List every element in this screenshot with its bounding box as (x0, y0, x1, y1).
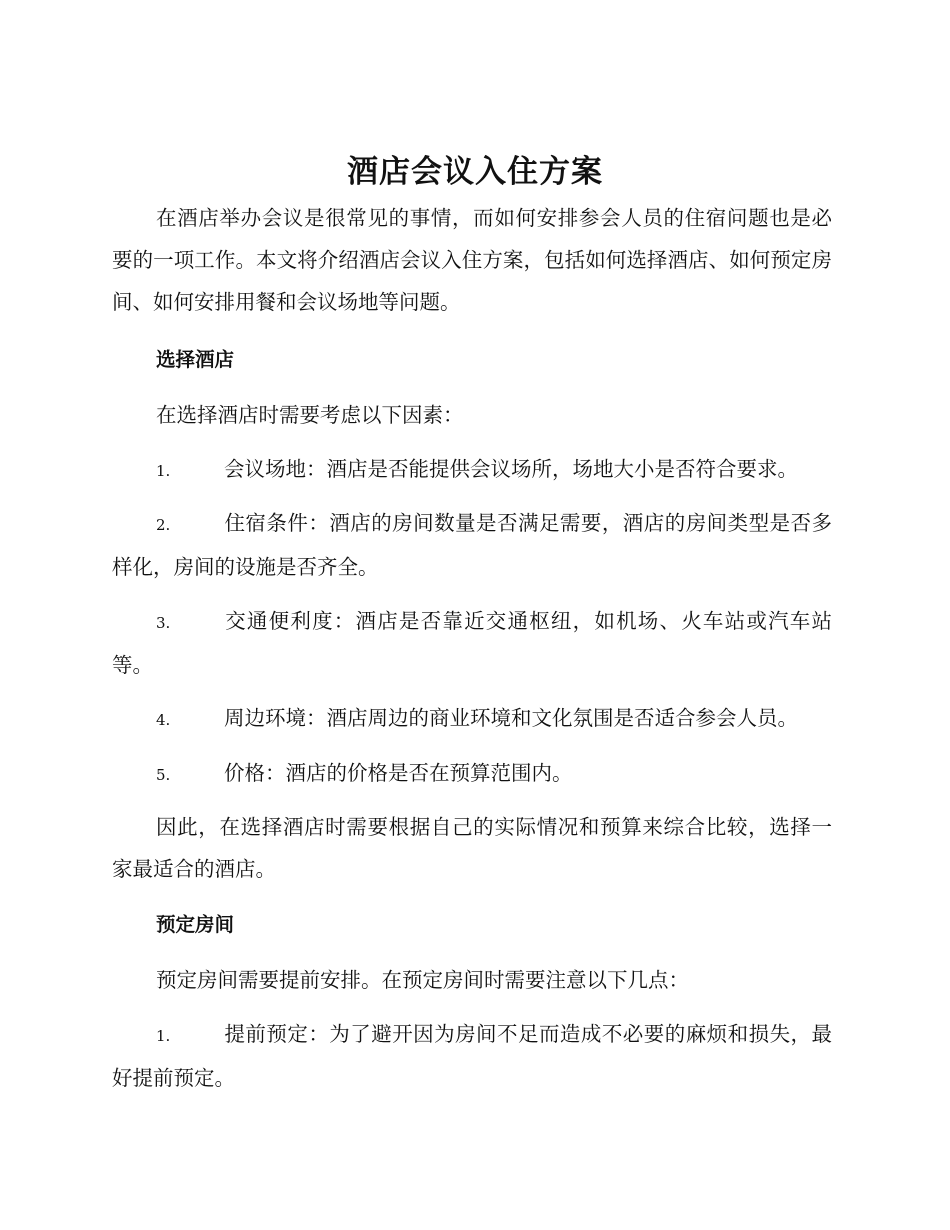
list-item-number: 3. (156, 614, 171, 632)
list-item-text: 会议场地：酒店是否能提供会议场所，场地大小是否符合要求。 (224, 457, 798, 481)
list-item-text: 提前预定：为了避开因为房间不足而造成不必要的麻烦和损失，最好提前预定。 (112, 1022, 832, 1090)
list-item (112, 1013, 832, 1099)
document-title: 酒店会议入住方案 (347, 154, 603, 190)
list-item (112, 752, 832, 796)
list-item-number: 2. (156, 516, 171, 534)
list-item-text: 住宿条件：酒店的房间数量是否满足需要，酒店的房间类型是否多样化，房间的设施是否齐全。 (112, 511, 832, 579)
list-item-text: 价格：酒店的价格是否在预算范围内。 (224, 761, 573, 785)
list-item (112, 448, 832, 492)
list-item-text: 周边环境：酒店周边的商业环境和文化氛围是否适合参会人员。 (224, 706, 798, 730)
list-item-number: 4. (156, 711, 171, 729)
list-item-number: 1. (156, 462, 171, 480)
list-item (112, 502, 832, 588)
list-item-number: 1. (156, 1027, 171, 1045)
section-lead-choose-hotel: 在选择酒店时需要考虑以下因素： (156, 403, 464, 427)
list-item-number: 5. (156, 766, 171, 784)
section-conclusion-choose-hotel: 因此，在选择酒店时需要根据自己的实际情况和预算来综合比较，选择一家最适合的酒店。 (112, 815, 832, 881)
section-heading-choose-hotel: 选择酒店 (156, 348, 235, 371)
list-item (112, 600, 832, 686)
section-lead-book-room: 预定房间需要提前安排。在预定房间时需要注意以下几点： (156, 968, 689, 992)
section-heading-book-room: 预定房间 (156, 913, 235, 936)
list-item (112, 697, 832, 741)
intro-paragraph: 在酒店举办会议是很常见的事情，而如何安排参会人员的住宿问题也是必要的一项工作。本文将介绍酒店会议入住方案，包括如何选择酒店、如何预定房间、如何安排用餐和会议场地等问题。 (112, 206, 832, 314)
list-item-text: 交通便利度：酒店是否靠近交通枢纽，如机场、火车站或汽车站等。 (112, 609, 832, 677)
